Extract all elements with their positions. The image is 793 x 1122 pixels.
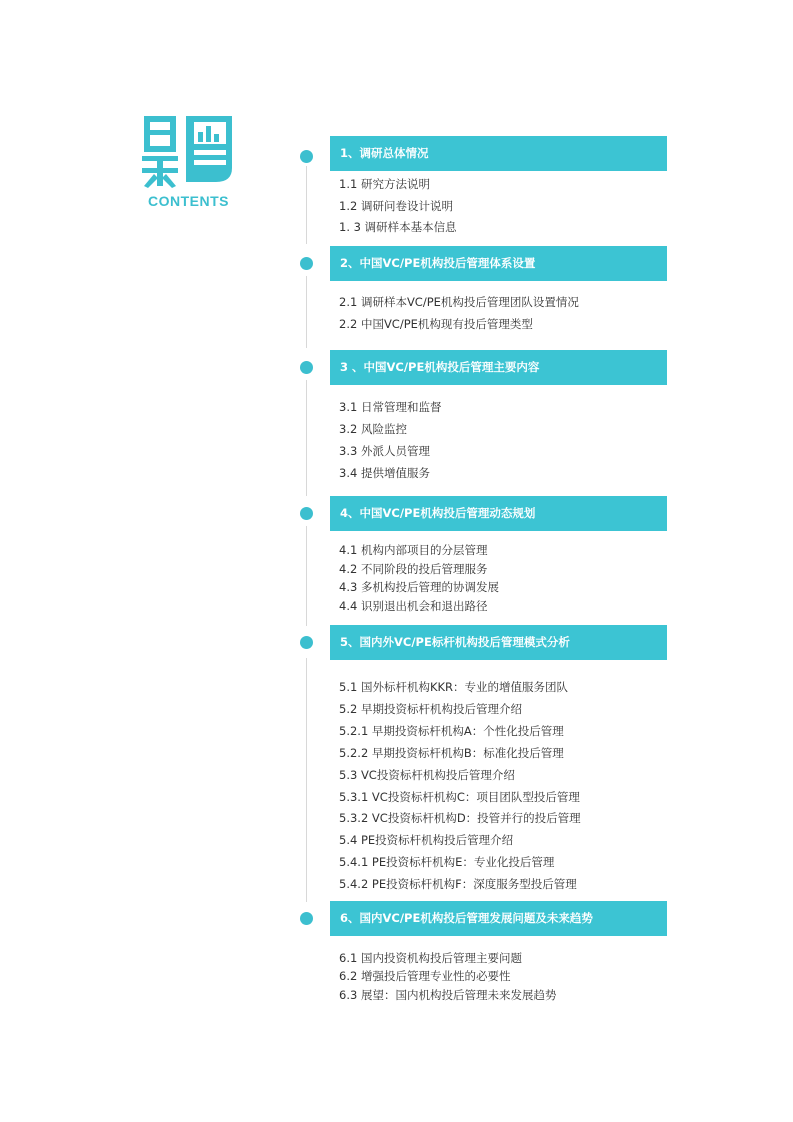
toc-item[interactable]: 6.1 国内投资机构投后管理主要问题 bbox=[339, 951, 522, 965]
toc-item[interactable]: 5.1 国外标杆机构KKR：专业的增值服务团队 bbox=[339, 680, 569, 694]
timeline-dot bbox=[300, 912, 313, 925]
timeline-dot bbox=[300, 636, 313, 649]
toc-item[interactable]: 5.2.1 早期投资标杆机构A：个性化投后管理 bbox=[339, 724, 564, 738]
toc-item[interactable]: 2.1 调研样本VC/PE机构投后管理团队设置情况 bbox=[339, 295, 579, 309]
toc-item[interactable]: 1. 3 调研样本基本信息 bbox=[339, 220, 457, 234]
document-chart-icon bbox=[140, 112, 240, 192]
toc-item[interactable]: 5.3 VC投资标杆机构投后管理介绍 bbox=[339, 768, 515, 782]
section-header[interactable]: 1、调研总体情况 bbox=[330, 136, 667, 171]
toc-item[interactable]: 4.3 多机构投后管理的协调发展 bbox=[339, 580, 499, 594]
toc-item[interactable]: 3.3 外派人员管理 bbox=[339, 444, 430, 458]
section-header[interactable]: 6、国内VC/PE机构投后管理发展问题及未来趋势 bbox=[330, 901, 667, 936]
toc-item[interactable]: 6.2 增强投后管理专业性的必要性 bbox=[339, 969, 511, 983]
section-header[interactable]: 2、中国VC/PE机构投后管理体系设置 bbox=[330, 246, 667, 281]
timeline-line bbox=[306, 526, 307, 626]
timeline-line bbox=[306, 166, 307, 244]
toc-item[interactable]: 4.2 不同阶段的投后管理服务 bbox=[339, 562, 488, 576]
toc-item[interactable]: 4.1 机构内部项目的分层管理 bbox=[339, 543, 488, 557]
timeline-line bbox=[306, 276, 307, 348]
toc-item[interactable]: 3.4 提供增值服务 bbox=[339, 466, 430, 480]
timeline-line bbox=[306, 380, 307, 496]
toc-item[interactable]: 5.4.2 PE投资标杆机构F：深度服务型投后管理 bbox=[339, 877, 577, 891]
timeline-dot bbox=[300, 150, 313, 163]
toc-item[interactable]: 1.1 研究方法说明 bbox=[339, 177, 430, 191]
toc-item[interactable]: 2.2 中国VC/PE机构现有投后管理类型 bbox=[339, 317, 533, 331]
section-header[interactable]: 3 、中国VC/PE机构投后管理主要内容 bbox=[330, 350, 667, 385]
toc-item[interactable]: 5.3.2 VC投资标杆机构D：投管并行的投后管理 bbox=[339, 811, 581, 825]
toc-item[interactable]: 5.2 早期投资标杆机构投后管理介绍 bbox=[339, 702, 522, 716]
toc-item[interactable]: 5.4 PE投资标杆机构投后管理介绍 bbox=[339, 833, 514, 847]
section-header[interactable]: 5、国内外VC/PE标杆机构投后管理模式分析 bbox=[330, 625, 667, 660]
timeline-dot bbox=[300, 257, 313, 270]
toc-item[interactable]: 6.3 展望：国内机构投后管理未来发展趋势 bbox=[339, 988, 557, 1002]
timeline-dot bbox=[300, 507, 313, 520]
toc-item[interactable]: 1.2 调研问卷设计说明 bbox=[339, 199, 453, 213]
toc-item[interactable]: 4.4 识别退出机会和退出路径 bbox=[339, 599, 488, 613]
toc-item[interactable]: 5.4.1 PE投资标杆机构E：专业化投后管理 bbox=[339, 855, 555, 869]
toc-item[interactable]: 3.1 日常管理和监督 bbox=[339, 400, 442, 414]
timeline-line bbox=[306, 658, 307, 902]
toc-item[interactable]: 5.3.1 VC投资标杆机构C：项目团队型投后管理 bbox=[339, 790, 580, 804]
toc-item[interactable]: 3.2 风险监控 bbox=[339, 422, 407, 436]
toc-item[interactable]: 5.2.2 早期投资标杆机构B：标准化投后管理 bbox=[339, 746, 564, 760]
logo-title-chars bbox=[140, 112, 141, 113]
section-header[interactable]: 4、中国VC/PE机构投后管理动态规划 bbox=[330, 496, 667, 531]
timeline-dot bbox=[300, 361, 313, 374]
contents-label: CONTENTS bbox=[148, 193, 229, 209]
